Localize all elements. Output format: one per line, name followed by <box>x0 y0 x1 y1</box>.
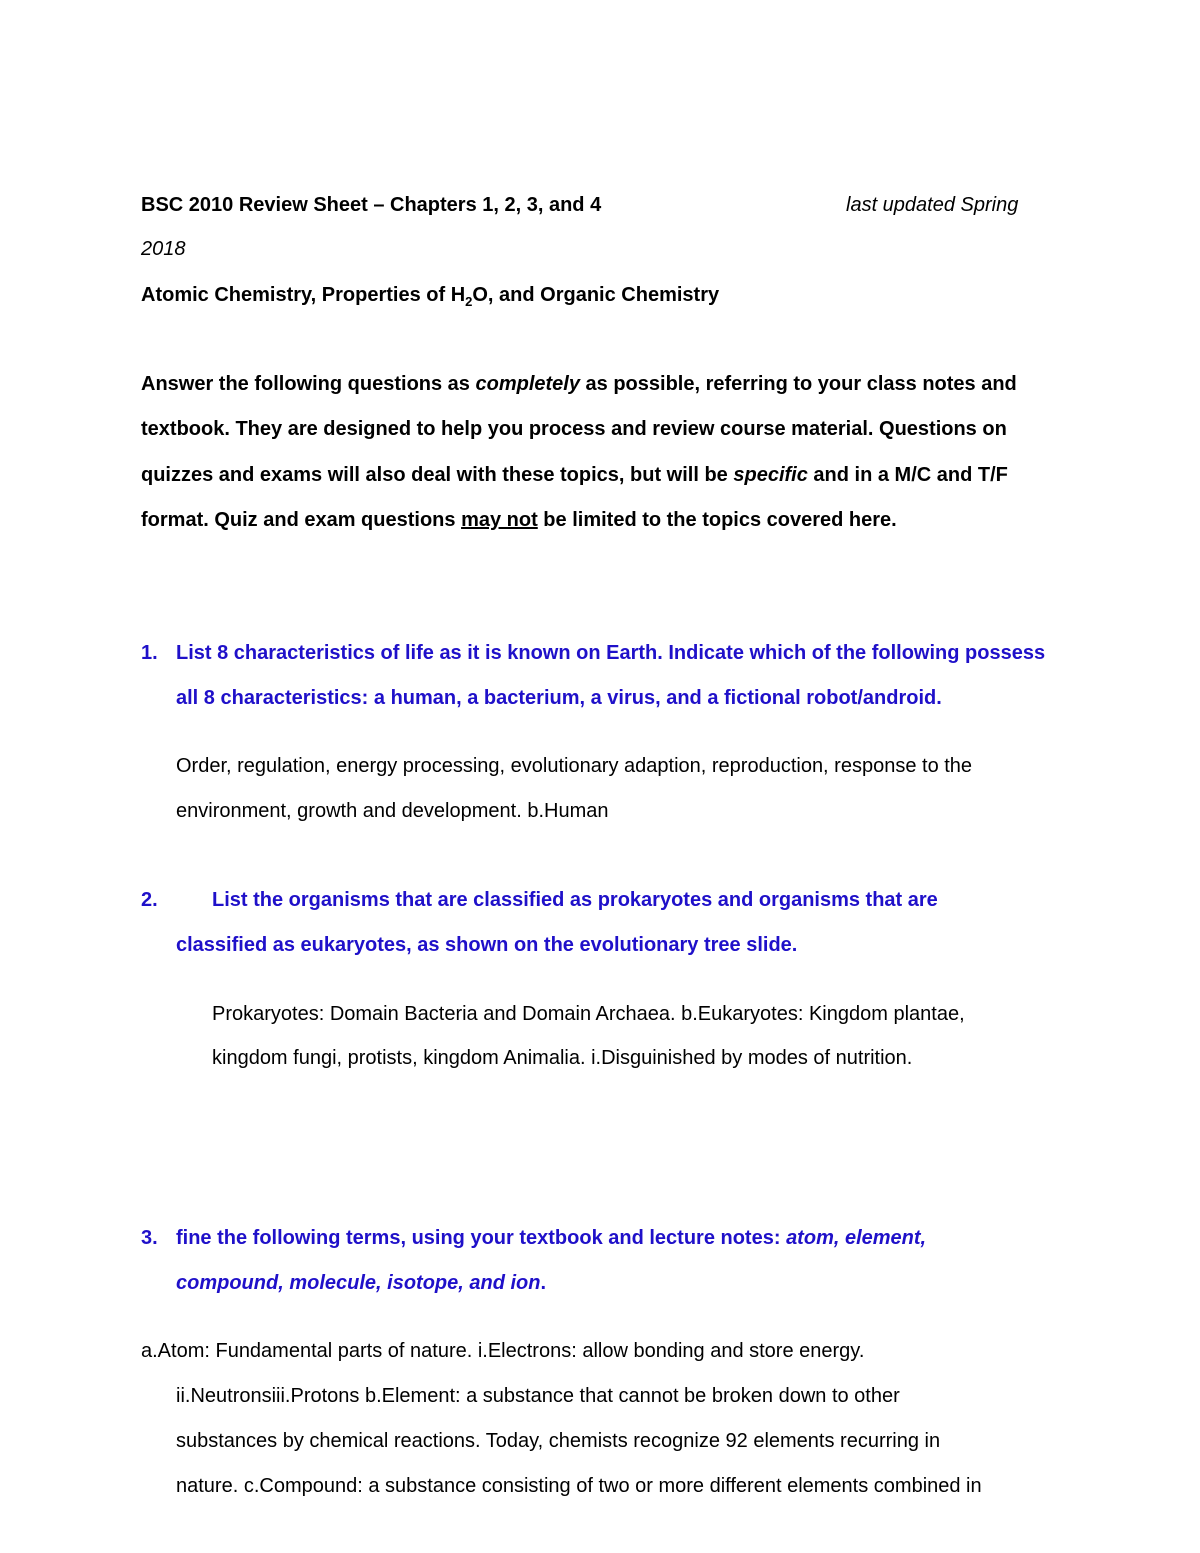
last-updated-year: 2018 <box>141 238 186 260</box>
question-3-number: 3. <box>141 1227 158 1249</box>
document-title: BSC 2010 Review Sheet – Chapters 1, 2, 3, and 4 <box>141 194 602 216</box>
intro-line-1 <box>141 371 1017 397</box>
subtitle-part2: O, and Organic Chemistry <box>472 284 720 306</box>
intro-line-2: textbook. They are designed to help you process and review course material. Questions on <box>141 418 1007 440</box>
intro-emphasis: specific <box>733 464 808 486</box>
question-1-line-2: all 8 characteristics: a human, a bacterium, a virus, and a fictional robot/android. <box>176 687 942 709</box>
intro-text: as possible, referring to your class notes and <box>579 373 1017 395</box>
intro-text: and in a M/C and T/F <box>807 464 1008 486</box>
intro-text: quizzes and exams will also deal with these topics, but will be <box>141 464 734 486</box>
intro-underlined: may not <box>461 509 538 531</box>
answer-1-line-1: Order, regulation, energy processing, evolutionary adaption, reproduction, response to the <box>176 755 973 777</box>
intro-line-4 <box>141 507 897 533</box>
question-3-terms: compound, molecule, isotope, and ion <box>176 1272 541 1294</box>
question-3-text: . <box>540 1272 547 1294</box>
question-3-text: fine the following terms, using your textbook and lecture notes: <box>176 1227 787 1249</box>
subtitle-subscript: 2 <box>465 294 473 309</box>
subtitle-part1: Atomic Chemistry, Properties of H <box>141 284 466 306</box>
intro-text: format. Quiz and exam questions <box>141 509 462 531</box>
question-2-number: 2. <box>141 889 158 911</box>
answer-3-line-3: substances by chemical reactions. Today, chemists recognize 92 elements recurring in <box>176 1430 941 1452</box>
last-updated-text: last updated Spring <box>846 194 1019 216</box>
question-3-line-2 <box>176 1270 546 1296</box>
answer-2-line-2: kingdom fungi, protists, kingdom Animalia. i.Disguinished by modes of nutrition. <box>212 1047 913 1069</box>
question-3-terms: atom, element, <box>786 1227 927 1249</box>
question-1-line-1: List 8 characteristics of life as it is known on Earth. Indicate which of the following possess <box>176 642 1046 664</box>
question-1-number: 1. <box>141 642 158 664</box>
answer-2-line-1: Prokaryotes: Domain Bacteria and Domain Archaea. b.Eukaryotes: Kingdom plantae, <box>212 1003 965 1025</box>
answer-3-line-2: ii.Neutronsiii.Protons b.Element: a substance that cannot be broken down to other <box>176 1385 900 1407</box>
question-2-line-2: classified as eukaryotes, as shown on the evolutionary tree slide. <box>176 934 798 956</box>
answer-3-line-1: a.Atom: Fundamental parts of nature. i.Electrons: allow bonding and store energy. <box>141 1340 865 1362</box>
intro-text: be limited to the topics covered here. <box>537 509 897 531</box>
question-3-line-1 <box>176 1225 926 1251</box>
answer-1-line-2: environment, growth and development. b.Human <box>176 800 609 822</box>
question-2-line-1: List the organisms that are classified as prokaryotes and organisms that are <box>212 889 938 911</box>
intro-emphasis: completely <box>475 373 580 395</box>
answer-3-line-4: nature. c.Compound: a substance consisting of two or more different elements combined in <box>176 1475 982 1497</box>
document-subtitle <box>141 282 719 308</box>
intro-line-3 <box>141 462 1008 488</box>
intro-text: Answer the following questions as <box>141 373 476 395</box>
